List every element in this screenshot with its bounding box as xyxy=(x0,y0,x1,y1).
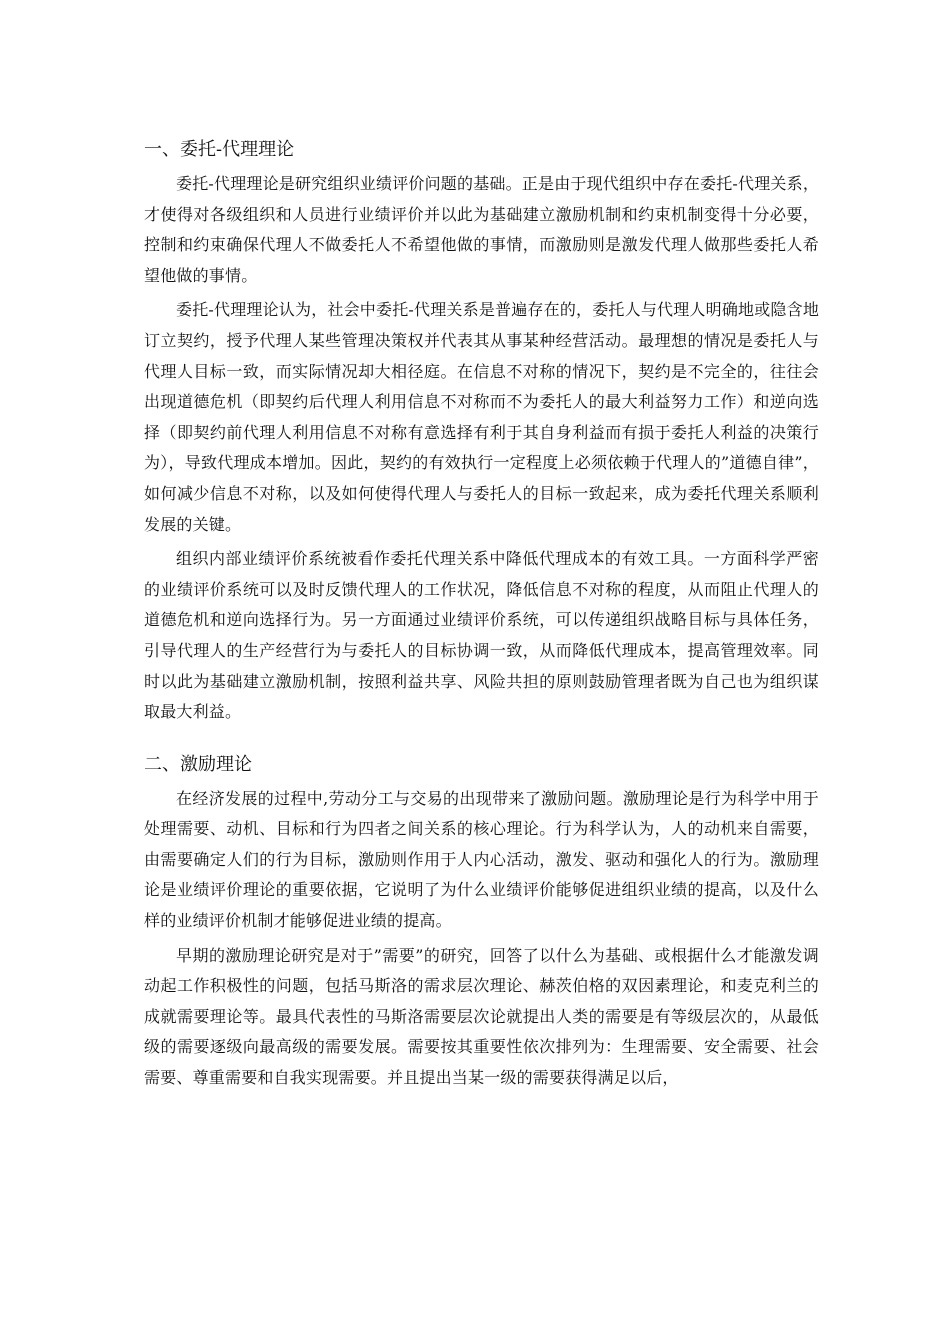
paragraph: 委托-代理理论是研究组织业绩评价问题的基础。正是由于现代组织中存在委托-代理关系，才使得对各级组织和人员进行业绩评价并以此为基础建立激励机制和约束机制变得十分必要，控制和约束确保代理人不做委托人不希望他做的事情，而激励则是激发代理人做那些委托人希望他做的事情。 xyxy=(144,174,820,285)
section-heading-principal-agent: 一、委托-代理理论 xyxy=(144,139,295,160)
paragraph: 在经济发展的过程中,劳动分工与交易的出现带来了激励问题。激励理论是行为科学中用于处理需要、动机、目标和行为四者之间关系的核心理论。行为科学认为，人的动机来自需要，由需要确定人们的行为目标，激励则作用于人内心活动，激发、驱动和强化人的行为。激励理论是业绩评价理论的重要依据，它说明了为什么业绩评价能够促进组织业绩的提高，以及什么样的业绩评价机制才能够促进业绩的提高。 xyxy=(144,788,819,931)
paragraph: 早期的激励理论研究是对于”需要”的研究，回答了以什么为基础、或根据什么才能激发调动起工作积极性的问题，包括马斯洛的需求层次理论、赫茨伯格的双因素理论，和麦克利兰的成就需要理论等。最具代表性的马斯洛需要层次论就提出人类的需要是有等级层次的，从最低级的需要逐级向最高级的需要发展。需要按其重要性依次排列为：生理需要、安全需要、社会需要、尊重需要和自我实现需要。并且提出当某一级的需要获得满足以后， xyxy=(144,945,819,1088)
document-body xyxy=(144,135,819,1098)
section-heading-incentive: 二、激励理论 xyxy=(144,753,252,775)
paragraph: 委托-代理理论认为，社会中委托-代理关系是普遍存在的，委托人与代理人明确地或隐含地订立契约，授予代理人某些管理决策权并代表其从事某种经营活动。最理想的情况是委托人与代理人目标一致，而实际情况却大相径庭。在信息不对称的情况下，契约是不完全的，往往会出现道德危机（即契约后代理人利用信息不对称而不为委托人的最大利益努力工作）和逆向选择（即契约前代理人利用信息不对称有意选择有利于其自身利益而有损于委托人利益的决策行为），导致代理成本增加。因此，契约的有效执行一定程度上必须依赖于代理人的”道德自律”，如何减少信息不对称，以及如何使得代理人与委托人的目标一致起来，成为委托代理关系顺利发展的关键。 xyxy=(144,300,820,534)
paragraph: 组织内部业绩评价系统被看作委托代理关系中降低代理成本的有效工具。一方面科学严密的业绩评价系统可以及时反馈代理人的工作状况，降低信息不对称的程度，从而阻止代理人的道德危机和逆向选择行为。另一方面通过业绩评价系统，可以传递组织战略目标与具体任务，引导代理人的生产经营行为与委托人的目标协调一致，从而降低代理成本，提高管理效率。同时以此为基础建立激励机制，按照利益共享、风险共担的原则鼓励管理者既为自己也为组织谋取最大利益。 xyxy=(144,549,819,722)
